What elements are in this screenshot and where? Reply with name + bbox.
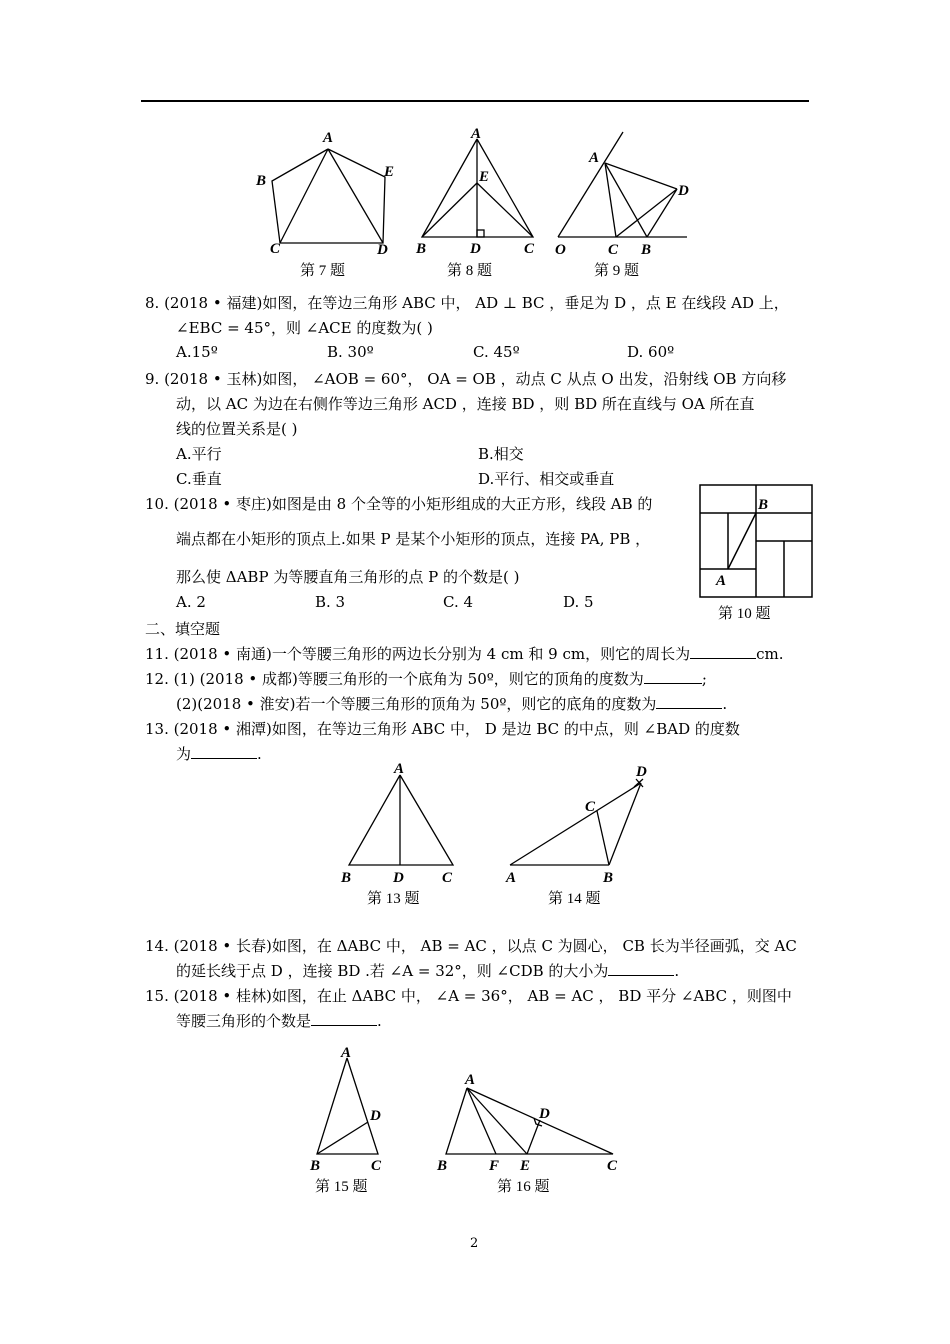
- q8-option-d: D. 60º: [627, 343, 675, 361]
- fig16-label-D: D: [539, 1106, 550, 1122]
- figure-14: [510, 779, 643, 865]
- q8-option-b: B. 30º: [327, 343, 374, 361]
- q9-option-a: A.平行: [176, 445, 222, 463]
- fig10-label-B: B: [758, 497, 769, 513]
- fig13-label-A: A: [394, 761, 405, 777]
- figure-15: [317, 1058, 378, 1154]
- fig8-label-D: D: [470, 241, 481, 257]
- figures-mid: [330, 755, 670, 915]
- q12-line2: (2)(2018 • 淮安)若一个等腰三角形的顶角为 50º，则它的底角的度数为: [176, 695, 657, 713]
- fig16-label-A: A: [465, 1072, 476, 1088]
- q14-answer-blank[interactable]: [608, 961, 674, 976]
- q13-line2: [176, 743, 262, 764]
- figure-9: [558, 132, 687, 237]
- q13-line2-text: 为: [176, 745, 192, 763]
- q10-option-c: C. 4: [443, 593, 474, 611]
- q8-line1: 8. (2018 • 福建)如图，在等边三角形 ABC 中， AD ⊥ BC ，垂足为 D ，点 E 在线段 AD 上，: [145, 294, 789, 312]
- fig7-label-A: A: [323, 130, 334, 146]
- q13-answer-blank[interactable]: [191, 744, 257, 759]
- fig8-label-E: E: [479, 169, 490, 185]
- fig13-label-B: B: [341, 870, 352, 886]
- fig14-caption: 第 14 题: [548, 891, 601, 907]
- fig14-label-B: B: [603, 870, 614, 886]
- page-number: 2: [470, 1236, 479, 1251]
- q14-line1: 14. (2018 • 长春)如图，在 ΔABC 中， AB = AC ，以点 C 为圆心， CB 长为半径画弧，交 AC: [145, 937, 797, 955]
- fig7-caption: 第 7 题: [300, 263, 346, 279]
- fig8-caption: 第 8 题: [447, 263, 493, 279]
- q12-answer-blank-2[interactable]: [656, 694, 722, 709]
- q9-option-c: C.垂直: [176, 470, 222, 488]
- q11-text: 11. (2018 • 南通)一个等腰三角形的两边长分别为 4 cm 和 9 cm，则它的周长为: [145, 645, 691, 663]
- q13-line1: 13. (2018 • 湘潭)如图，在等边三角形 ABC 中， D 是边 BC 的中点，则 ∠BAD 的度数: [145, 720, 740, 738]
- fig7-label-C: C: [270, 241, 281, 257]
- q8-option-c: C. 45º: [473, 343, 520, 361]
- figures-top: [250, 120, 700, 285]
- figure-10: [694, 480, 818, 628]
- q10-option-a: A. 2: [176, 593, 206, 611]
- q9-option-d: D.平行、相交或垂直: [478, 470, 615, 488]
- q12-part1: [145, 668, 707, 689]
- q10-option-b: B. 3: [315, 593, 346, 611]
- q14-line2: [176, 960, 679, 981]
- fig9-label-A: A: [589, 150, 600, 166]
- fig15-label-A: A: [341, 1045, 352, 1061]
- fig16-label-C: C: [607, 1158, 618, 1174]
- q14-line2-text: 的延长线于点 D ，连接 BD .若 ∠A = 32°，则 ∠CDB 的大小为: [176, 962, 609, 980]
- fig9-caption: 第 9 题: [594, 263, 640, 279]
- fig8-label-A: A: [471, 126, 482, 142]
- fig9-label-O: O: [555, 242, 566, 258]
- figure-8: [422, 139, 533, 237]
- q12-tail1: ;: [701, 670, 707, 688]
- q15-tail: .: [377, 1012, 382, 1030]
- fig9-label-B: B: [641, 242, 652, 258]
- q11-answer-blank[interactable]: [690, 644, 756, 659]
- fig9-label-D: D: [678, 183, 689, 199]
- q12-answer-blank-1[interactable]: [644, 669, 702, 684]
- fig7-label-D: D: [377, 242, 388, 258]
- q10-line2: 端点都在小矩形的顶点上.如果 P 是某个小矩形的顶点，连接 PA, PB ，: [176, 530, 651, 548]
- fig15-label-B: B: [310, 1158, 321, 1174]
- fig16-caption: 第 16 题: [497, 1179, 550, 1195]
- fig14-label-C: C: [585, 799, 596, 815]
- fig9-label-C: C: [608, 242, 619, 258]
- q15-line2: [176, 1010, 382, 1031]
- q11-tail: cm.: [756, 645, 784, 663]
- q8-line2: ∠EBC = 45°，则 ∠ACE 的度数为( ): [176, 319, 433, 337]
- q12-tail2: .: [722, 695, 728, 713]
- fig7-label-B: B: [256, 173, 267, 189]
- fig7-label-E: E: [384, 164, 395, 180]
- fig14-label-A: A: [506, 870, 517, 886]
- q12-line1: 12. (1) (2018 • 成都)等腰三角形的一个底角为 50º，则它的顶角的度数为: [145, 670, 644, 688]
- q11: [145, 643, 783, 664]
- fig16-label-E: E: [520, 1158, 531, 1174]
- fig14-label-D: D: [636, 764, 647, 780]
- q15-line2-text: 等腰三角形的个数是: [176, 1012, 312, 1030]
- fig8-label-C: C: [524, 241, 535, 257]
- q13-tail: .: [257, 745, 262, 763]
- q9-option-b: B.相交: [478, 445, 524, 463]
- figures-bottom: [300, 1040, 630, 1200]
- header-rule: [141, 100, 809, 102]
- fig13-label-C: C: [442, 870, 453, 886]
- fig15-label-C: C: [371, 1158, 382, 1174]
- section-2-heading: 二、填空题: [145, 620, 221, 638]
- fig15-label-D: D: [370, 1108, 381, 1124]
- q14-tail: .: [674, 962, 680, 980]
- fig13-caption: 第 13 题: [367, 891, 420, 907]
- q9-line3: 线的位置关系是( ): [176, 420, 298, 438]
- fig15-caption: 第 15 题: [315, 1179, 368, 1195]
- q15-line1: 15. (2018 • 桂林)如图，在止 ΔABC 中， ∠A = 36°， AB = AC ， BD 平分 ∠ABC ，则图中: [145, 987, 792, 1005]
- fig16-label-F: F: [489, 1158, 500, 1174]
- q10-line1: 10. (2018 • 枣庄)如图是由 8 个全等的小矩形组成的大正方形，线段 AB 的: [145, 495, 653, 513]
- q8-option-a: A.15º: [176, 343, 218, 361]
- q10-line3: 那么使 ΔABP 为等腰直角三角形的点 P 的个数是( ): [176, 568, 520, 586]
- q12-part2: [176, 693, 727, 714]
- figure-7: [272, 149, 385, 243]
- q9-line1: 9. (2018 • 玉林)如图， ∠AOB = 60°， OA = OB ，动点 C 从点 O 出发，沿射线 OB 方向移: [145, 370, 787, 388]
- q9-line2: 动，以 AC 为边在右侧作等边三角形 ACD ，连接 BD ，则 BD 所在直线与 OA 所在直: [176, 395, 755, 413]
- figure-13: [349, 775, 453, 865]
- fig10-caption: 第 10 题: [718, 606, 771, 622]
- fig8-label-B: B: [416, 241, 427, 257]
- q15-answer-blank[interactable]: [311, 1011, 377, 1026]
- fig10-label-A: A: [716, 573, 727, 589]
- fig16-label-B: B: [437, 1158, 448, 1174]
- fig13-label-D: D: [393, 870, 404, 886]
- figure-16: [446, 1088, 613, 1154]
- q10-option-d: D. 5: [563, 593, 594, 611]
